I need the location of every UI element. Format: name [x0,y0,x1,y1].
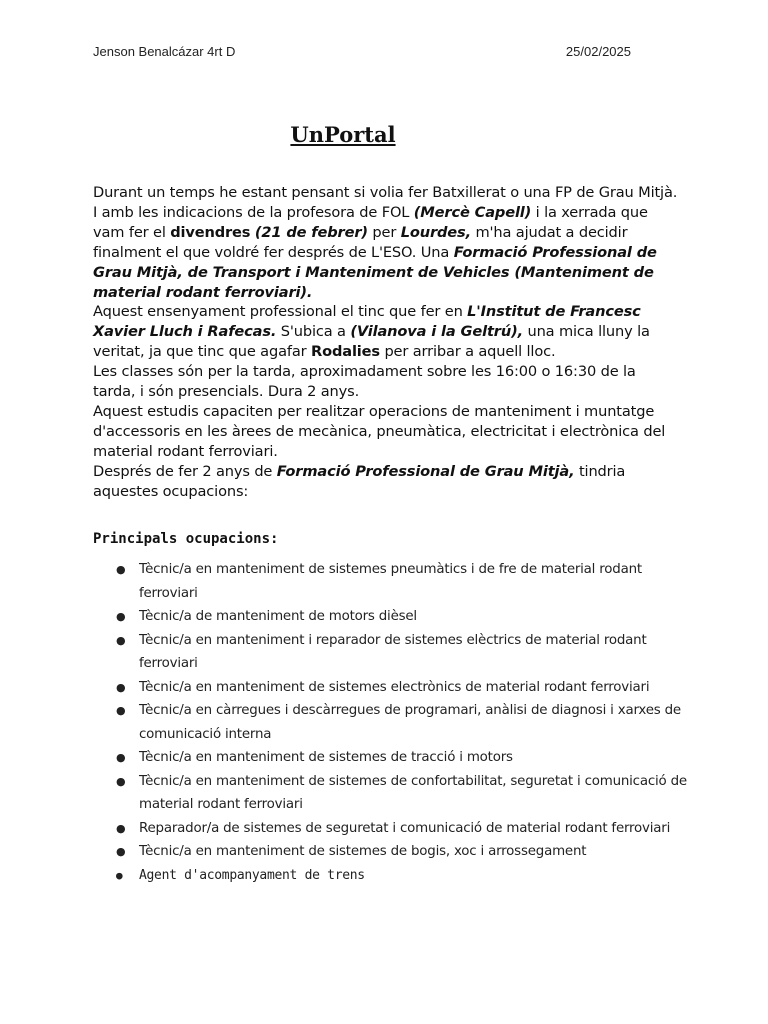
list-item [93,629,693,676]
course-name: Formació Professional de Grau Mitjà, de Transport i Manteniment de Vehicles (Manteniment de material rodant ferroviari). [93,243,657,301]
text-run: i la xerrada que vam fer el [93,203,648,241]
institute-name: L'Institut de Francesc Xavier Lluch i Rafecas. [93,303,641,341]
paragraph-institute [93,302,679,362]
bullet-icon: ● [116,563,126,576]
author-name: Jenson Benalcázar 4rt D [93,44,236,59]
list-item-text: Tècnic/a en manteniment de sistemes electrònics de material rodant ferroviari [139,679,650,695]
document-body [93,183,679,502]
list-item [93,676,693,700]
course-name: Formació Professional de Grau Mitjà, [276,462,575,480]
text-run: per [367,223,401,241]
list-item-text: Tècnic/a en manteniment de sistemes de bogis, xoc i arrossegament [139,844,587,859]
occupations-list [93,558,693,887]
text-run: tindria aquestes ocupacions: [93,462,626,500]
bullet-icon: ● [116,633,126,647]
paragraph-outcome [93,462,679,502]
section-heading: Principals ocupacions: [93,531,279,547]
list-item [93,840,693,864]
document-date: 25/02/2025 [565,44,631,59]
text-run: Després de fer 2 anys de [93,462,277,480]
bullet-icon: ● [116,774,126,788]
list-item [93,558,693,605]
paragraph-intro [93,183,679,302]
paragraph-schedule: Les classes són per la tarda, aproximadament sobre les 16:00 o 16:30 de la tarda, i són presencials. Dura 2 anys. [93,363,636,401]
list-item [93,746,693,770]
text-run: Durant un temps he estant pensant si volia fer Batxillerat o una FP de Grau Mitjà. I amb les indicacions de la profesora de FOL [93,184,678,221]
list-item-text: Tècnic/a de manteniment de motors dièsel [139,609,417,624]
bullet-icon: ● [116,751,126,764]
text-run: per arribar a aquell lloc. [379,343,556,361]
list-item-text: Agent d'acompanyament de trens [139,867,365,883]
page-title: UnPortal [290,122,396,147]
train-service: Rodalies [311,343,380,361]
text-run: m'ha ajudat a decidir finalment el que voldré fer després de L'ESO. Una [93,223,628,261]
list-item [93,699,693,746]
bullet-icon: ● [116,610,126,623]
paragraph-skills: Aquest estudis capaciten per realitzar operacions de manteniment i muntatge d'accessoris en les àrees de mecànica, pneumàtica, electricitat i electrònica del material rodant ferroviari. [93,402,666,460]
list-item-text: Tècnic/a en manteniment de sistemes de tracció i motors [139,750,513,765]
day-name: divendres [170,223,251,241]
list-item-text: Tècnic/a en càrregues i descàrregues de programari, anàlisi de diagnosi i xarxes de comunicació interna [139,703,681,742]
institute-location: (Vilanova i la Geltrú), [350,323,523,341]
bullet-icon: ● [116,821,126,835]
list-item [93,864,693,888]
list-item [93,605,693,629]
list-item [93,770,693,817]
teacher-name: (Mercè Capell) [413,203,532,221]
event-date: (21 de febrer) [254,223,368,241]
text-run: una mica lluny la veritat, ja que tinc que agafar [93,323,650,361]
list-item-text: Tècnic/a en manteniment i reparador de sistemes elèctrics de material rodant ferroviari [139,632,647,671]
list-item-text: Tècnic/a en manteniment de sistemes pneumàtics i de fre de material rodant ferroviari [139,562,642,601]
page-header [93,44,631,59]
list-item-text: Tècnic/a en manteniment de sistemes de confortabilitat, seguretat i comunicació de material rodant ferroviari [139,773,687,812]
list-item-text: Reparador/a de sistemes de seguretat i comunicació de material rodant ferroviari [139,820,671,836]
bullet-icon: ● [116,845,126,858]
bullet-icon: ● [116,680,126,694]
text-run: S'ubica a [276,323,351,341]
bullet-icon: ● [116,704,126,717]
text-run: Aquest ensenyament professional el tinc que fer en [93,303,468,321]
list-item [93,817,693,841]
bullet-icon: ● [116,868,123,882]
speaker-name: Lourdes, [400,223,471,241]
